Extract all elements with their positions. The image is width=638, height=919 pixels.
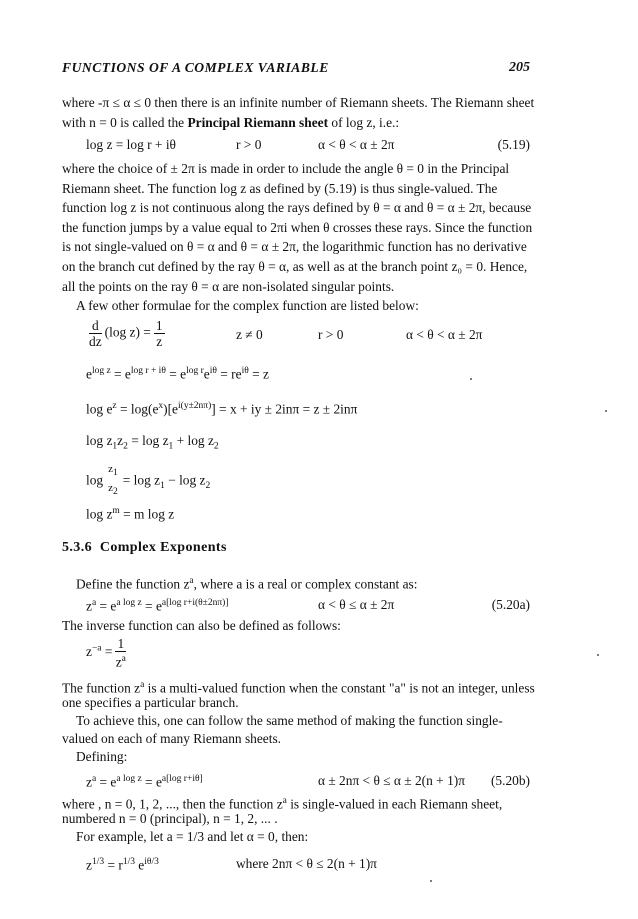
text-line: valued on each of many Riemann sheets. (62, 731, 282, 746)
scan-speck (597, 654, 599, 656)
section-number: 5.3.6 (62, 540, 92, 555)
equation-inverse: $z^{-a}$ = $\frac{1}{z^a}$ (86, 636, 126, 670)
text-line: on the branch cut defined by the ray θ = α, as well as at the branch point z₀ = 0. Hence, (62, 259, 528, 274)
formula-condition: z ≠ 0 (236, 327, 263, 342)
equation-example: $z^{1/3} = r^{1/3}$ $e^{i\theta/3}$ (86, 857, 159, 873)
equation-condition: α ± 2nπ < θ ≤ α ± 2(n + 1)π (318, 773, 465, 788)
formula-condition: α < θ < α ± 2π (406, 327, 483, 342)
text-line: For example, let a = 1/3 and let α = 0, then: (76, 829, 309, 844)
section-title: Complex Exponents (99, 540, 227, 555)
text-line: function log z is not continuous along the rays defined by θ = α and θ = α ± 2π, because (62, 200, 532, 215)
equation-number: (5.20b) (490, 773, 530, 788)
text-line: Define the function $z^a$, where a is a real or complex constant as: (76, 576, 418, 592)
scan-speck (605, 410, 607, 412)
text-line: Riemann sheet. The function log z as defined by (5.19) is thus single-valued. The (62, 181, 498, 196)
formula-derivative: $\frac{d}{dz}$ (log z) = $\frac{1}{z}$ (89, 318, 163, 349)
formula-log-product: $\log z_1z_2 = \log z_1 + \log z_2$ (86, 433, 219, 452)
equation-number: (5.19) (497, 137, 530, 152)
text-line: numbered n = 0 (principal), n = 1, 2, ... . (62, 811, 278, 826)
equation-condition: α < θ < α ± 2π (318, 137, 395, 152)
text-line: one specifies a particular branch. (62, 695, 239, 710)
text-line: The inverse function can also be defined as follows: (62, 618, 341, 633)
formula-log-exp: $\log e^z = \log(e^x)[e^{i(y\pm 2n\pi)}] = x$ + iy ± 2inπ = z ± 2inπ (86, 401, 358, 417)
formula-log-quotient: log $z_1$ $z_2$ = $\log z_1 - \log z_2$ (86, 463, 211, 498)
text-line: A few other formulae for the complex function are listed below: (76, 298, 419, 313)
text-line: To achieve this, one can follow the same method of making the function single- (76, 713, 503, 728)
text-line: where , n = 0, 1, 2, ..., then the function $z^a$ is single-valued in each Riemann sheet, (62, 796, 503, 812)
scan-speck (430, 880, 432, 882)
text-line: the function jumps by a value equal to 2πi when θ crosses these rays. Since the function (62, 220, 533, 235)
text-line: Defining: (76, 749, 128, 764)
formula-exp-log: $e^{log z} = e^{log r + i\theta} = e^{log r}e^{i\theta} = re^{i\theta} = z$ (86, 366, 269, 382)
formula-condition: r > 0 (318, 327, 344, 342)
equation-condition: where 2nπ < θ ≤ 2(n + 1)π (236, 856, 377, 871)
text-line: where the choice of ± 2π is made in order to include the angle θ = 0 in the Principal (62, 161, 510, 176)
equation-5-20a: $z^a = e^{a log z} = e^{a[log r+i(\theta\pm 2n\pi)]}$ (86, 598, 229, 614)
text-line: The function $z^a$ is a multi-valued function when the constant "a" is not an integer, unless (62, 680, 535, 696)
page-number: 205 (509, 60, 530, 75)
equation-5-20b: $z^a = e^{a log z} = e^{a[log r+i\theta]}$ (86, 774, 203, 790)
text-line: with n = 0 is called the Principal Riemann sheet of log z, i.e.: (62, 115, 400, 130)
equation-condition: r > 0 (236, 137, 262, 152)
running-header (62, 60, 530, 78)
equation-condition: α < θ ≤ α ± 2π (318, 597, 395, 612)
equation-number: (5.20a) (491, 597, 530, 612)
equation-lhs: log z = log r + iθ (86, 137, 176, 152)
section-heading (62, 540, 227, 556)
principal-riemann-sheet-term: Principal Riemann sheet (187, 115, 329, 130)
formula-log-power: $\log z^m = m$ log z (86, 506, 175, 522)
text-line: all the points on the ray θ = α are non-isolated singular points. (62, 279, 395, 294)
text-line: where -π ≤ α ≤ 0 then there is an infinite number of Riemann sheets. The Riemann sheet (62, 95, 535, 110)
equation-5-19 (86, 136, 176, 154)
scan-speck (470, 378, 472, 380)
text-line: is not single-valued on θ = α and θ = α ± 2π, the logarithmic function has no derivative (62, 239, 527, 254)
running-title: FUNCTIONS OF A COMPLEX VARIABLE (62, 60, 329, 75)
